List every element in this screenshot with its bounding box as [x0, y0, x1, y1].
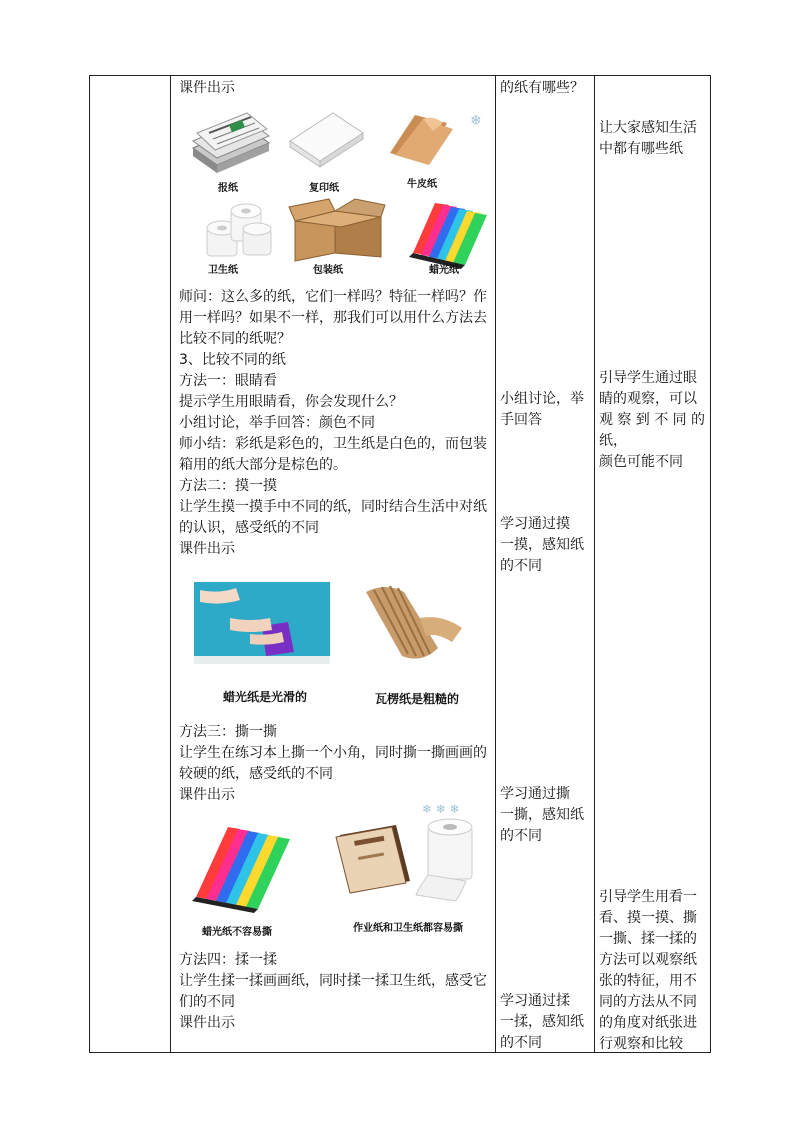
text-line: 的认识，感受纸的不同	[179, 520, 319, 536]
exercise-book-image	[336, 825, 410, 893]
text-line: 让学生摸一摸手中不同的纸，同时结合生活中对纸	[179, 499, 487, 515]
show-label: 课件出示	[179, 787, 235, 803]
image-caption: 蜡光纸是光滑的	[222, 690, 307, 704]
toilet-paper-image	[207, 204, 271, 256]
show-label: 课件出示	[179, 541, 235, 557]
text-line: 小组讨论，举	[500, 391, 584, 407]
cardboard-box-image	[289, 199, 385, 261]
text-line: 一揉，感知纸	[500, 1014, 584, 1030]
text-line: 的角度对纸张进	[599, 1015, 697, 1031]
text-line: 张的特征，用不	[599, 973, 697, 989]
show-label	[179, 78, 491, 99]
text-line: 一摸，感知纸	[500, 537, 584, 553]
tear-figure	[190, 805, 490, 940]
text-line: 师问：这么多的纸，它们一样吗？特征一样吗？作	[179, 289, 487, 305]
text-line: 让大家感知生活	[599, 120, 697, 136]
design-intent-1	[599, 118, 705, 160]
student-activity-1	[500, 78, 588, 99]
corrugated-paper-image	[366, 586, 462, 659]
image-caption: 包装纸	[313, 265, 343, 276]
student-activity-5	[500, 991, 588, 1054]
design-intent-3	[599, 887, 705, 1055]
column-divider	[170, 75, 171, 1053]
text-line: 的不同	[500, 828, 542, 844]
text-line: 睛的观察，可以	[599, 391, 697, 407]
method-three	[179, 722, 491, 806]
student-activity-3	[500, 514, 588, 577]
glossy-paper-image	[409, 203, 487, 269]
text-line: 中都有哪些纸	[599, 141, 683, 157]
image-caption: 牛皮纸	[407, 179, 437, 190]
method-title: 方法一：眼睛看	[179, 373, 277, 389]
text-line: 较硬的纸，感受纸的不同	[179, 766, 333, 782]
text-line: 提示学生用眼睛看，你会发现什么？	[179, 394, 403, 410]
show-label: 课件出示	[179, 1015, 235, 1031]
text-line: 一撕、揉一揉的	[599, 931, 697, 947]
column-divider	[495, 75, 496, 1053]
text-line: 课件出示	[179, 80, 235, 96]
column-divider	[594, 75, 595, 1053]
text-line: 学习通过揉	[500, 993, 570, 1009]
text-line: 颜色可能不同	[599, 454, 683, 470]
image-caption: 瓦楞纸是粗糙的	[374, 692, 459, 706]
text-line: 一撕，感知纸	[500, 807, 584, 823]
text-line: 的不同	[500, 1035, 542, 1051]
image-caption: 作业纸和卫生纸都容易撕	[353, 923, 463, 934]
paper-types-figure	[185, 103, 495, 275]
text-line: 手回答	[500, 412, 542, 428]
text-line: 小组讨论，举手回答：颜色不同	[179, 415, 375, 431]
section-heading: 3、比较不同的纸	[179, 352, 286, 368]
text-line: 的纸有哪些？	[500, 80, 584, 96]
touch-figure	[190, 578, 490, 708]
method-title: 方法二：摸一摸	[179, 478, 277, 494]
copy-paper-image	[290, 113, 363, 167]
text-line: 观察到不同的纸，	[599, 412, 705, 449]
tear-illustration	[190, 805, 490, 915]
text-line: 用一样吗？如果不一样，那我们可以用什么方法去	[179, 310, 487, 326]
newspaper-image	[193, 113, 269, 173]
method-four	[179, 950, 491, 1034]
text-line: 们的不同	[179, 994, 235, 1010]
image-caption: 蜡光纸不容易撕	[202, 927, 272, 938]
text-line: 学习通过撕	[500, 786, 570, 802]
watermark-glyph: ❄	[470, 113, 482, 129]
image-caption: 蜡光纸	[429, 265, 459, 276]
touch-illustration	[190, 578, 490, 678]
text-line: 看、摸一摸、撕	[599, 910, 697, 926]
teacher-question	[179, 287, 491, 560]
method-title: 方法四：揉一揉	[179, 952, 277, 968]
text-line: 师小结：彩纸是彩色的，卫生纸是白色的，而包装	[179, 436, 487, 452]
image-caption: 复印纸	[309, 183, 339, 194]
text-line: 比较不同的纸呢？	[179, 331, 291, 347]
design-intent-2	[599, 368, 705, 473]
image-caption: 卫生纸	[208, 265, 238, 276]
text-line: 引导学生用看一	[599, 889, 697, 905]
text-line: 的不同	[500, 558, 542, 574]
glossy-paper-image	[192, 827, 290, 913]
hands-on-glossy-paper-image	[194, 582, 330, 664]
student-activity-2	[500, 389, 588, 431]
text-line: 学习通过摸	[500, 516, 570, 532]
text-line: 行观察和比较	[599, 1036, 683, 1052]
kraft-paper-image	[390, 115, 453, 165]
text-line: 箱用的纸大部分是棕色的。	[179, 457, 347, 473]
text-line: 同的方法从不同	[599, 994, 697, 1010]
toilet-paper-roll-image	[416, 819, 472, 901]
text-line: 方法可以观察纸	[599, 952, 697, 968]
watermark-glyph: ❄ ❄ ❄	[422, 805, 460, 816]
text-line: 引导学生通过眼	[599, 370, 697, 386]
student-activity-4	[500, 784, 588, 847]
text-line: 让学生揉一揉画画纸，同时揉一揉卫生纸，感受它	[179, 973, 487, 989]
text-line: 让学生在练习本上撕一个小角，同时撕一撕画画的	[179, 745, 487, 761]
image-caption: 报纸	[218, 183, 238, 194]
method-title: 方法三：撕一撕	[179, 724, 277, 740]
